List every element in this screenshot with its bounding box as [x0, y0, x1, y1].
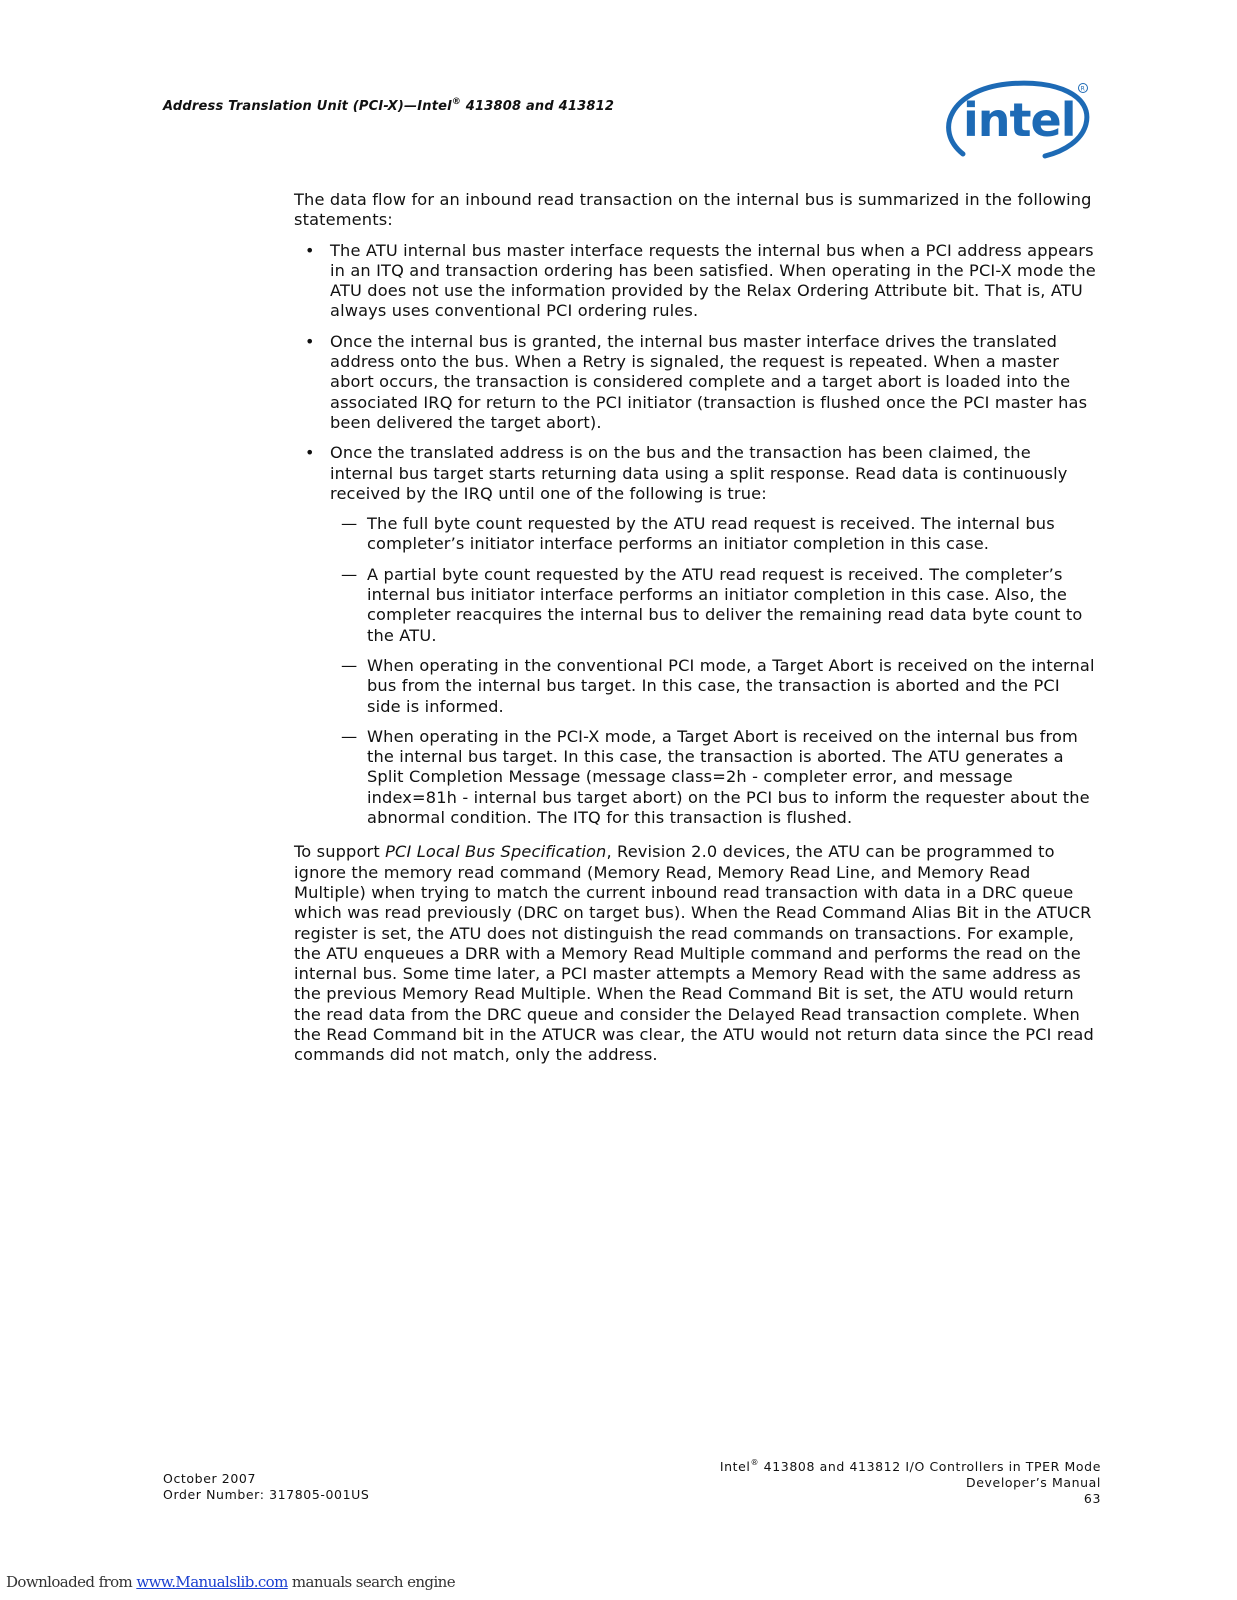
page-number: 63 — [1083, 1491, 1101, 1506]
spec-title: PCI Local Bus Specification — [385, 842, 607, 862]
footer-left — [163, 1471, 369, 1503]
dash-marker: — — [341, 564, 358, 584]
header-title-suffix: 413808 and 413812 — [461, 99, 615, 114]
dash-marker: — — [341, 726, 358, 746]
svg-text:R: R — [1080, 85, 1085, 93]
footer-manual: Developer’s Manual — [966, 1475, 1101, 1490]
bullet-text: Once the internal bus is granted, the internal bus master interface drives the translated address onto the bus. When a Retry is signaled, the request is repeated. When a master abort occurs, the transaction is considered complete and a target abort is loaded into the associated IRQ for return to the PCI initiator (transaction is flushed once the PCI master has been delivered the target abort). — [330, 331, 1088, 432]
footer-order-number: Order Number: 317805-001US — [163, 1487, 370, 1502]
support-prefix: To support — [294, 842, 386, 862]
header-registered-mark: ® — [451, 97, 462, 107]
bullet-marker: • — [305, 331, 315, 351]
bullet-list — [294, 241, 1096, 829]
sub-item-text: When operating in the PCI-X mode, a Target Abort is received on the internal bus from the internal bus target. In this case, the transaction is aborted. The ATU generates a Split Completion Message (message class=2h - completer error, and message index=81h - internal bus target abort) on the PCI bus to inform the requester about the abnormal condition. The ITQ for this transaction is flushed. — [367, 726, 1090, 828]
header-title-prefix: Address Translation Unit (PCI-X)—Intel — [163, 99, 452, 114]
download-watermark — [6, 1573, 455, 1591]
dash-marker: — — [341, 655, 358, 675]
logo-wordmark: intel — [963, 93, 1076, 147]
support-paragraph — [294, 842, 1096, 1065]
bullet-text: Once the translated address is on the bus and the transaction has been claimed, the internal bus target starts returning data using a split response. Read data is continuously received by the IRQ until one of the following is true: — [330, 443, 1068, 503]
manualslib-link[interactable]: www.Manualslib.com — [136, 1573, 288, 1591]
sub-item-text: A partial byte count requested by the ATU read request is received. The completer’s internal bus initiator interface performs an initiator completion in this case. Also, the completer reacquires the internal bus to deliver the remaining read data byte count to the ATU. — [367, 564, 1083, 645]
sub-list-item — [330, 565, 1096, 646]
footer-product-suffix: 413808 and 413812 I/O Controllers in TPER Mode — [759, 1459, 1101, 1474]
running-header — [163, 97, 614, 114]
bullet-text: The ATU internal bus master interface requests the internal bus when a PCI address appears in an ITQ and transaction ordering has been satisfied. When operating in the PCI-X mode the ATU does not use the information provided by the Relax Ordering Attribute bit. That is, ATU always uses conventional PCI ordering rules. — [330, 240, 1096, 321]
footer-right — [720, 1455, 1101, 1507]
sub-item-text: The full byte count requested by the ATU read request is received. The internal bus completer’s initiator interface performs an initiator completion in this case. — [367, 514, 1055, 554]
dash-marker: — — [341, 514, 358, 534]
list-item — [294, 332, 1096, 433]
support-rest: , Revision 2.0 devices, the ATU can be programmed to ignore the memory read command (Memory Read, Memory Read Line, and Memory Read Multiple) when trying to match the current inbound read transaction with data in a DRC queue which was read previously (DRC on target bus). When the Read Command Alias Bit in the ATUCR register is set, the ATU does not distinguish the read commands on transactions. For example, the ATU enqueues a DRR with a Memory Read Multiple command and performs the read on the internal bus. Some time later, a PCI master attempts a Memory Read with the same address as the previous Memory Read Multiple. When the Read Command Bit is set, the ATU would return the read data from the DRC queue and consider the Delayed Read transaction complete. When the Read Command bit in the ATUCR was clear, the ATU would not return data since the PCI read commands did not match, only the address. — [294, 842, 1094, 1065]
sub-list — [330, 514, 1096, 828]
bullet-marker: • — [305, 240, 315, 260]
sub-list-item — [330, 656, 1096, 717]
footer-registered-mark: ® — [750, 1458, 760, 1467]
sub-list-item — [330, 727, 1096, 828]
footer-product-prefix: Intel — [719, 1459, 751, 1474]
footer-date: October 2007 — [163, 1471, 257, 1486]
footer-product — [720, 1455, 1101, 1475]
watermark-suffix: manuals search engine — [287, 1573, 455, 1591]
list-item — [294, 443, 1096, 828]
bullet-marker: • — [305, 443, 315, 463]
intro-paragraph: The data flow for an inbound read transaction on the internal bus is summarized in the following statements: — [294, 190, 1092, 230]
list-item — [294, 241, 1096, 322]
watermark-prefix: Downloaded from — [6, 1573, 137, 1591]
sub-list-item — [330, 514, 1096, 555]
main-content — [294, 190, 1096, 1076]
intel-logo — [945, 76, 1095, 166]
sub-item-text: When operating in the conventional PCI mode, a Target Abort is received on the internal bus from the internal bus target. In this case, the transaction is aborted and the PCI side is informed. — [367, 655, 1095, 716]
